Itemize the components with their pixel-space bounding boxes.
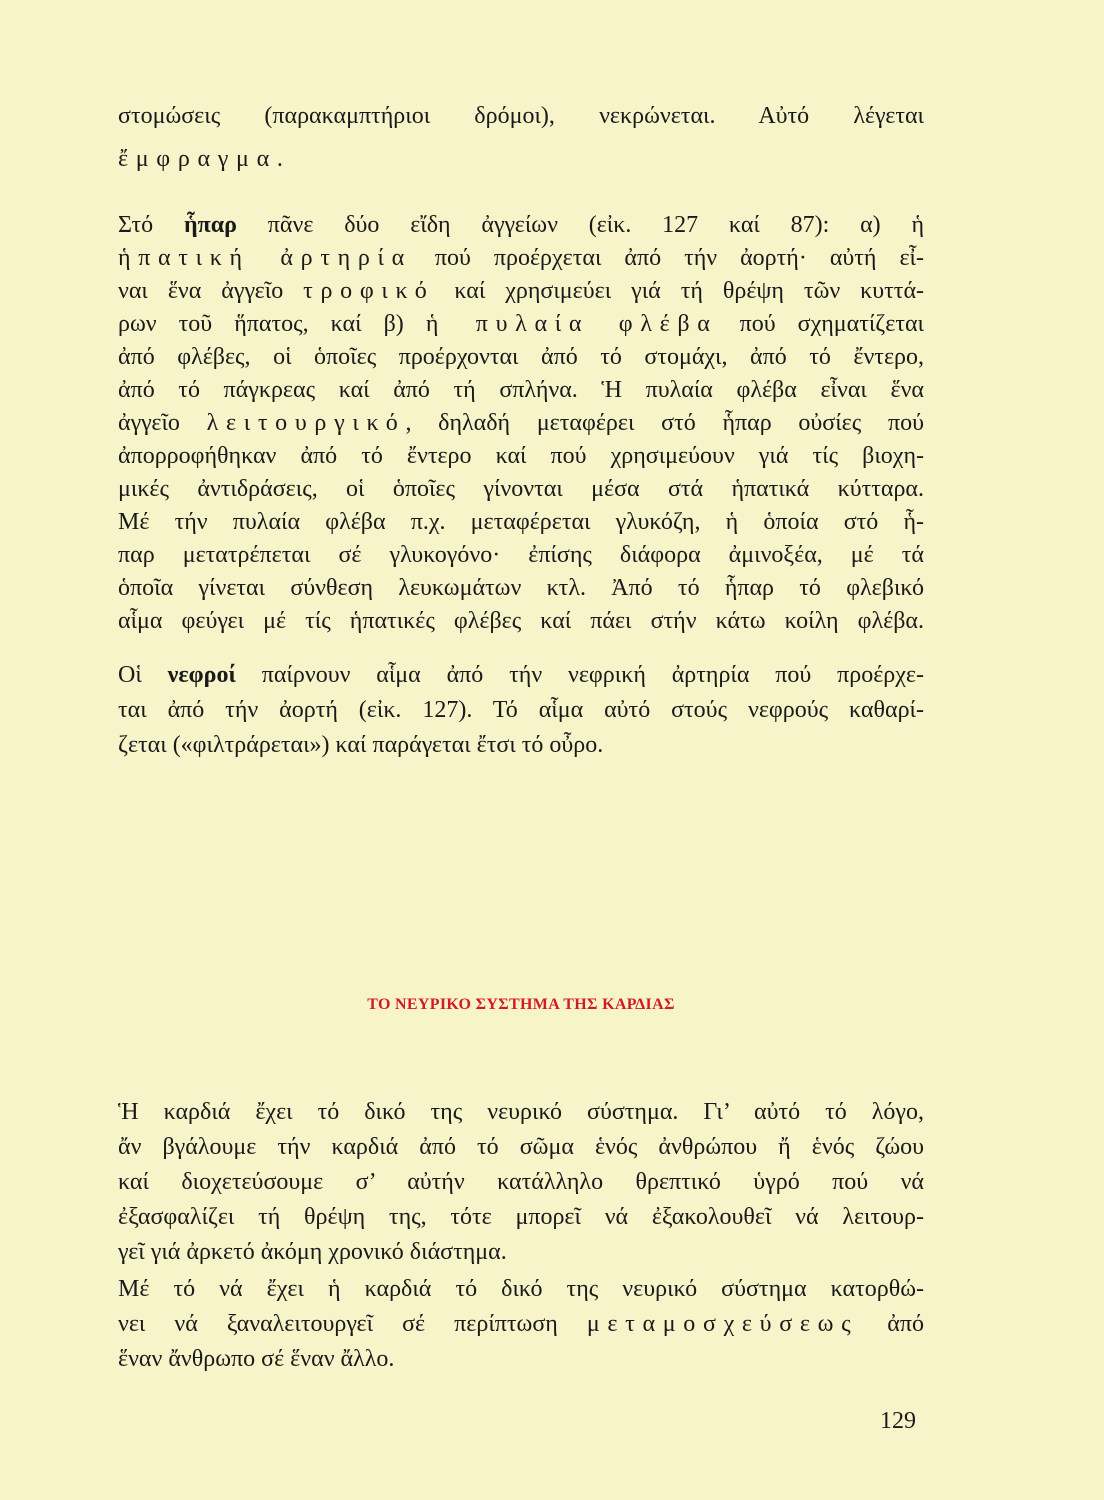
text-line: ἐξασφαλίζει τή θρέψη της, τότε μπορεῖ νά ἐξακολουθεῖ νά λειτουρ- (118, 1204, 924, 1230)
spaced-term: μεταμοσχεύσεως (586, 1311, 859, 1337)
text-line: ται ἀπό τήν ἀορτή (εἰκ. 127). Τό αἷμα αὐτό στούς νεφρούς καθαρί- (118, 697, 924, 723)
spaced-term: λειτουργικό (206, 410, 406, 436)
text-line: μικές ἀντιδράσεις, οἱ ὁποῖες γίνονται μέσα στά ἡπατικά κύτταρα. (118, 476, 924, 502)
text-span: ἀπό (858, 1311, 924, 1337)
term-nefroi: νεφροί (167, 662, 236, 688)
spaced-term: τροφικό (303, 278, 435, 304)
text-line (118, 309, 924, 339)
text-line: γεῖ γιά ἀρκετό ἀκόμη χρονικό διάστημα. (118, 1239, 507, 1265)
text-line: αἷμα φεύγει μέ τίς ἡπατικές φλέβες καί πάει στήν κάτω κοίλη φλέβα. (118, 608, 924, 634)
text-line: παρ μετατρέπεται σέ γλυκογόνο· ἐπίσης διάφορα ἀμινοξέα, μέ τά (118, 542, 924, 568)
spaced-term: ἡπατική ἀρτηρία (118, 245, 412, 271)
text-span: παίρνουν αἷμα ἀπό τήν νεφρική ἀρτηρία πού προέρχε- (235, 662, 925, 688)
text-span: πᾶνε δύο εἴδη ἀγγείων (εἰκ. 127 καί 87): α) ἡ (237, 212, 925, 238)
text-span: νει νά ξαναλειτουργεῖ σέ περίπτωση (118, 1311, 587, 1337)
text-line (118, 408, 924, 438)
term-hepar: ἧπαρ (183, 212, 237, 238)
text-line: ἀπό φλέβες, οἱ ὁποῖες προέρχονται ἀπό τό στομάχι, ἀπό τό ἔντερο, (118, 344, 924, 370)
text-span: πού προέρχεται ἀπό τήν ἀορτή· αὐτή εἶ- (411, 245, 924, 271)
text-line (118, 243, 924, 273)
section-heading: ΤΟ ΝΕΥΡΙΚΟ ΣΥΣΤΗΜΑ ΤΗΣ ΚΑΡΔΙΑΣ (367, 996, 675, 1013)
text-line: ὁποῖα γίνεται σύνθεση λευκωμάτων κτλ. Ἀπό τό ἧπαρ τό φλεβικό (118, 575, 924, 601)
text-span: ναι ἕνα ἀγγεῖο (118, 278, 304, 304)
text-line: ἔμφραγμα. (118, 146, 291, 172)
text-line: καί διοχετεύσουμε σ’ αὐτήν κατάλληλο θρεπτικό ὑγρό πού νά (118, 1169, 924, 1195)
text-span: ἀγγεῖο (118, 410, 207, 436)
text-line (118, 660, 924, 690)
text-line: ἀπό τό πάγκρεας καί ἀπό τή σπλήνα. Ἡ πυλαία φλέβα εἶναι ἕνα (118, 377, 924, 403)
text-span: Οἱ (118, 662, 168, 688)
text-line: ζεται («φιλτράρεται») καί παράγεται ἔτσι τό οὖρο. (118, 732, 604, 758)
text-line: ἕναν ἄνθρωπο σέ ἕναν ἄλλο. (118, 1346, 395, 1372)
text-line: Μέ τό νά ἔχει ἡ καρδιά τό δικό της νευρικό σύστημα κατορθώ- (118, 1276, 924, 1302)
spaced-term: ἡ πυλαία φλέβα (425, 311, 718, 337)
text-line (118, 276, 924, 306)
text-line: ἄν βγάλουμε τήν καρδιά ἀπό τό σῶμα ἑνός ἀνθρώπου ἤ ἑνός ζώου (118, 1134, 924, 1160)
text-line: στομώσεις (παρακαμπτήριοι δρόμοι), νεκρώνεται. Αὐτό λέγεται (118, 103, 924, 129)
text-span: καί χρησιμεύει γιά τή θρέψη τῶν κυττά- (434, 278, 925, 304)
text-line: Μέ τήν πυλαία φλέβα π.χ. μεταφέρεται γλυκόζη, ἡ ὁποία στό ἧ- (118, 509, 924, 535)
page-number: 129 (880, 1408, 916, 1434)
text-span: πού σχηματίζεται (717, 311, 924, 337)
text-span: , δηλαδή μεταφέρει στό ἧπαρ οὐσίες πού (405, 410, 924, 436)
text-span: ρων τοῦ ἥπατος, καί β) (118, 311, 426, 337)
text-line: Ἡ καρδιά ἔχει τό δικό της νευρικό σύστημα. Γι’ αὐτό τό λόγο, (118, 1099, 924, 1125)
text-line (118, 1309, 924, 1339)
text-span: Στό (118, 212, 184, 238)
text-line (118, 210, 924, 240)
text-line: ἀπορροφήθηκαν ἀπό τό ἔντερο καί πού χρησιμεύουν γιά τίς βιοχη- (118, 443, 924, 469)
